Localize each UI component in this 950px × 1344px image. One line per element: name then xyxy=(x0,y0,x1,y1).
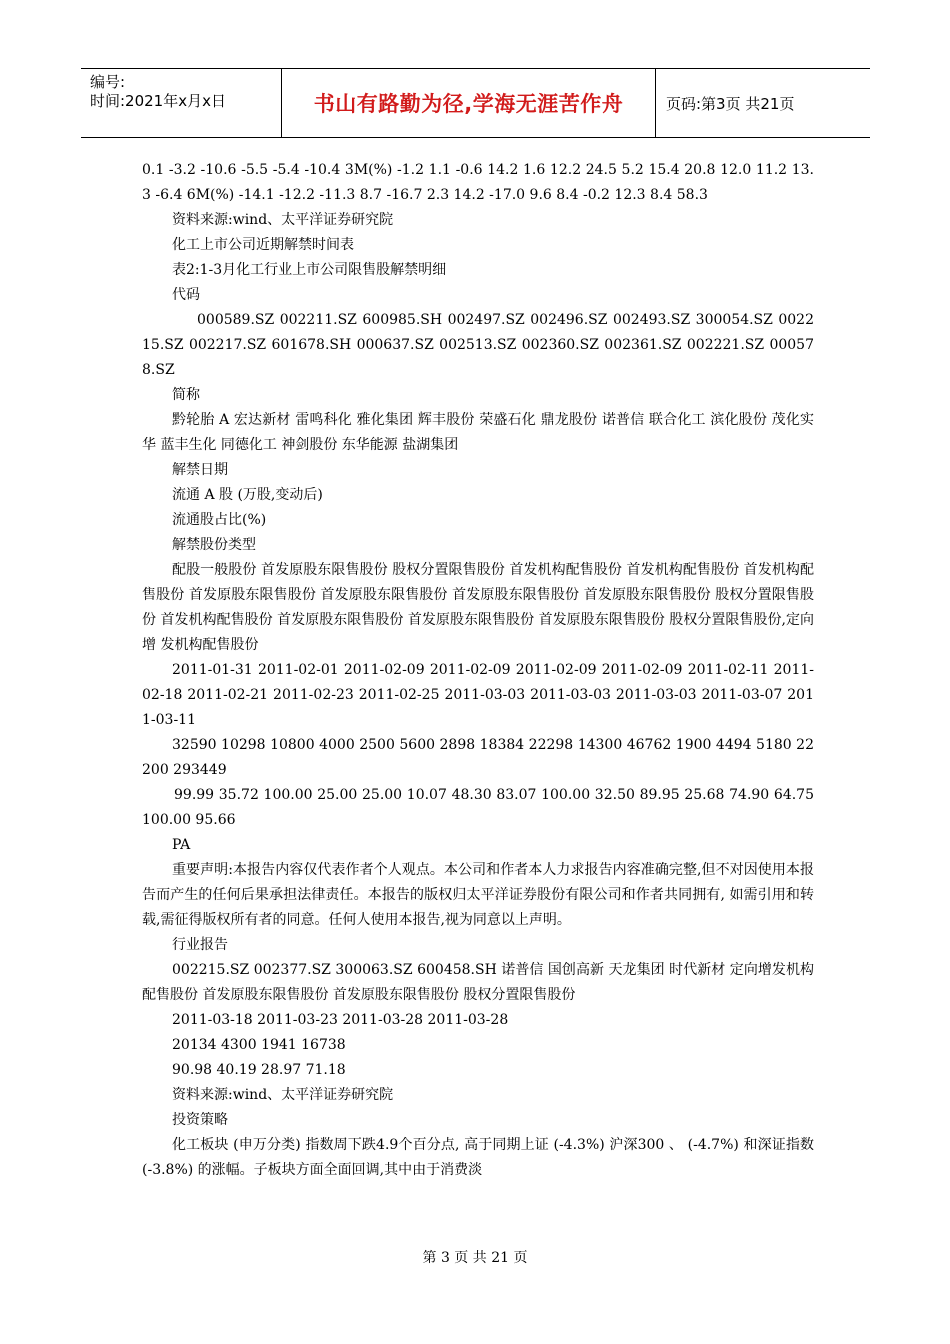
column-label-type: 解禁股份类型 xyxy=(172,537,256,553)
pa-mark: PA xyxy=(172,837,191,853)
column-label-code: 代码 xyxy=(172,287,200,303)
shares-list: 32590 10298 10800 4000 2500 5600 2898 18384 22298 14300 46762 1900 4494 5180 22200 293449 xyxy=(142,737,814,778)
table-caption: 表2:1-3月化工行业上市公司限售股解禁明细 xyxy=(172,262,447,278)
column-label-shares: 流通 A 股 (万股,变动后) xyxy=(172,487,323,503)
additional-stocks-line: 002215.SZ 002377.SZ 300063.SZ 600458.SH 诺普信 国创高新 天龙集团 时代新材 定向增发机构配售股份 首发原股东限售股份 首发原股东限售股份 股权分置限售股份 xyxy=(142,962,814,1003)
returns-data-line: 0.1 -3.2 -10.6 -5.5 -5.4 -10.4 3M(%) -1.2 1.1 -0.6 14.2 1.6 12.2 24.5 5.2 15.4 20.8 12.0 11.2 13.3 -6.4 6M(%) -14.1 -12.2 -11.3 8.7 -16.7 2.3 14.2 -17.0 9.6 8.4 -0.2 12.3 8.4 58.3 xyxy=(142,162,814,203)
company-names-list: 黔轮胎 A 宏达新材 雷鸣科化 雅化集团 辉丰股份 荣盛石化 鼎龙股份 诺普信 联合化工 滨化股份 茂化实华 蓝丰生化 同德化工 神剑股份 东华能源 盐湖集团 xyxy=(142,412,814,453)
page-footer: 第 3 页 共 21 页 xyxy=(422,1250,528,1266)
report-type-label: 行业报告 xyxy=(172,937,228,953)
column-label-ratio: 流通股占比(%) xyxy=(172,512,267,528)
additional-shares-line: 20134 4300 1941 16738 xyxy=(172,1037,346,1053)
document-time-label: 时间:2021年x月x日 xyxy=(90,92,226,110)
header-motto: 书山有路勤为径,学海无涯苦作舟 xyxy=(282,69,656,137)
unlock-dates-list: 2011-01-31 2011-02-01 2011-02-09 2011-02-09 2011-02-09 2011-02-09 2011-02-11 2011-02-18 2011-02-21 2011-02-23 2011-02-25 2011-03-03 2011-03-03 2011-03-03 2011-03-07 2011-03-11 xyxy=(142,662,814,728)
share-types-list: 配股一般股份 首发原股东限售股份 股权分置限售股份 首发机构配售股份 首发机构配售股份 首发机构配售股份 首发原股东限售股份 首发原股东限售股份 首发原股东限售股份 首发原股东限售股份 股权分置限售股份 首发机构配售股份 首发原股东限售股份 首发原股东限售股份 首发原股东限售股份 股权分置限售股份,定向增 发机构配售股份 xyxy=(142,562,814,653)
header-page-info: 页码:第3页 共21页 xyxy=(666,94,795,113)
column-label-date: 解禁日期 xyxy=(172,462,228,478)
column-label-name: 简称 xyxy=(172,387,200,403)
additional-ratio-line: 90.98 40.19 28.97 71.18 xyxy=(172,1062,346,1078)
additional-dates-line: 2011-03-18 2011-03-23 2011-03-28 2011-03-28 xyxy=(172,1012,509,1028)
data-source-note-2: 资料来源:wind、太平洋证券研究院 xyxy=(172,1087,394,1103)
strategy-heading: 投资策略 xyxy=(172,1112,228,1128)
disclaimer-paragraph: 重要声明:本报告内容仅代表作者个人观点。本公司和作者本人力求报告内容准确完整,但不对因使用本报告而产生的任何后果承担法律责任。本报告的版权归太平洋证券股份有限公司和作者共同拥有, 如需引用和转载,需征得版权所有者的同意。任何人使用本报告,视为同意以上声明。 xyxy=(142,862,814,928)
section-heading: 化工上市公司近期解禁时间表 xyxy=(172,237,354,253)
page-header xyxy=(81,68,870,138)
stock-codes-list: 000589.SZ 002211.SZ 600985.SH 002497.SZ 002496.SZ 002493.SZ 300054.SZ 002215.SZ 002217.SZ 601678.SH 000637.SZ 002513.SZ 002360.SZ 002361.SZ 002221.SZ 000578.SZ xyxy=(142,312,814,378)
data-source-note: 资料来源:wind、太平洋证券研究院 xyxy=(172,212,394,228)
header-meta xyxy=(81,69,282,137)
ratio-list: 99.99 35.72 100.00 25.00 25.00 10.07 48.30 83.07 100.00 32.50 89.95 25.68 74.90 64.75 100.00 95.66 xyxy=(142,787,814,828)
document-body xyxy=(142,158,814,1183)
document-number-label: 编号: xyxy=(90,73,126,91)
strategy-paragraph: 化工板块 (申万分类) 指数周下跌4.9个百分点, 高于同期上证 (-4.3%) 沪深300 、 (-4.7%) 和深证指数 (-3.8%) 的涨幅。子板块方面全面回调,其中由于消费淡 xyxy=(142,1137,814,1178)
